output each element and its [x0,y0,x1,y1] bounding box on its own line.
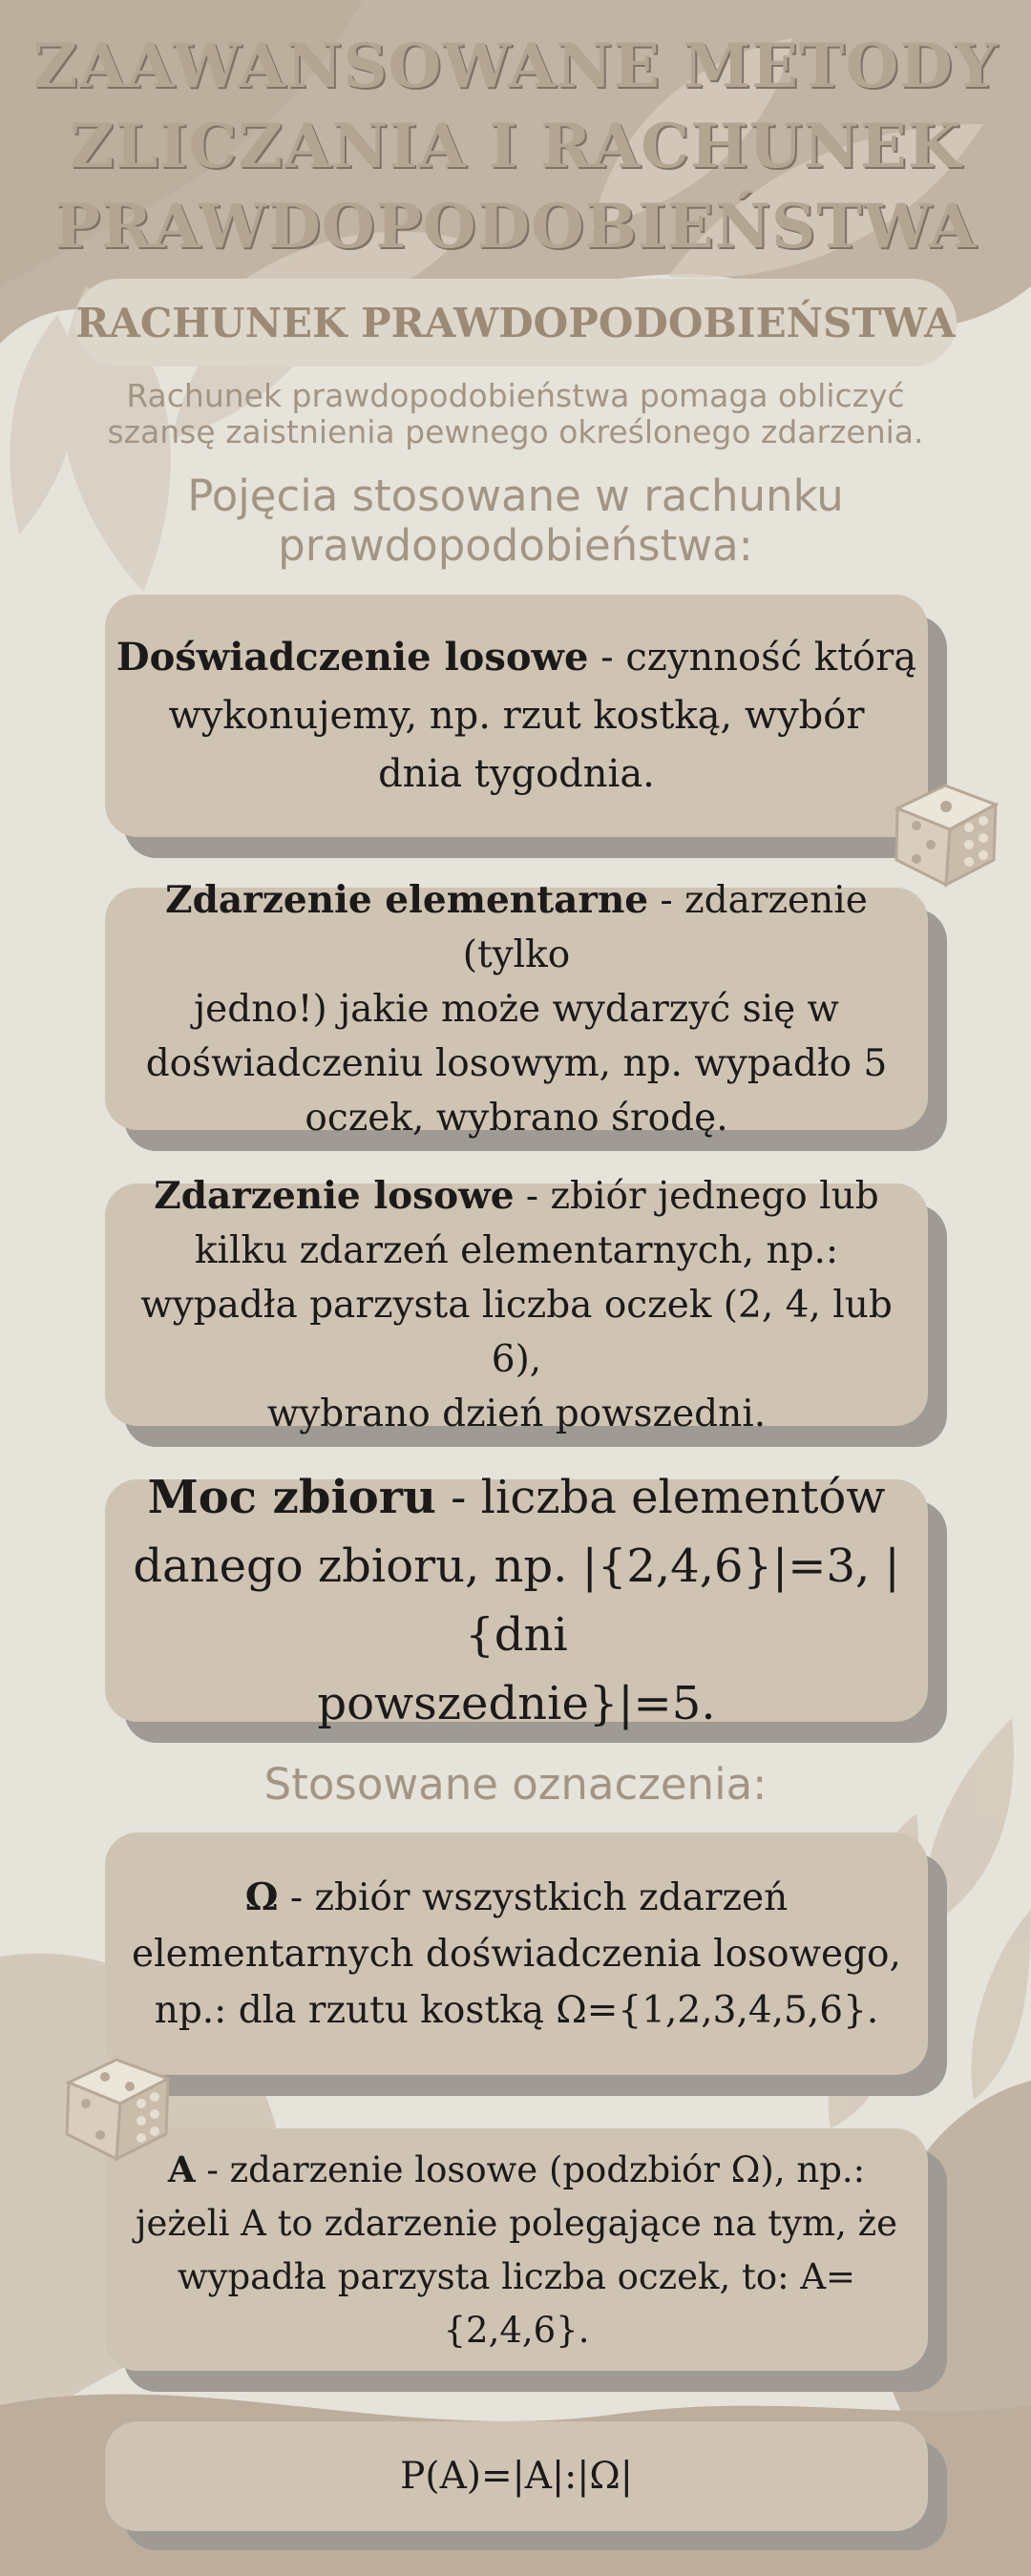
card-text: - czynność którą [588,636,917,680]
card-text: wypadła parzysta liczba oczek (2, 4, lub 6), [140,1283,893,1381]
dice-icon [883,768,1007,892]
card-text: danego zbioru, np. |{2,4,6}|=3, |{dni [133,1539,900,1662]
card-term: Moc zbioru [147,1471,436,1524]
notation-card-event-a [105,2128,928,2371]
page-title-line: PRAWDOPODOBIEŃSTWA [53,191,978,262]
card-text: kilku zdarzeń elementarnych, np.: [194,1228,839,1272]
card-text: - zbiór wszystkich zdarzeń [278,1875,789,1919]
card-text: jeżeli A to zdarzenie polegające na tym, że [136,2202,897,2244]
formula-text: P(A)=|A|:|Ω| [400,2454,633,2498]
page-title [19,27,1012,267]
notation-card-omega [105,1833,928,2075]
card-text: doświadczeniu losowym, np. wypadło 5 [145,1041,888,1085]
card-term: A [167,2147,196,2190]
concept-card-random-event [105,1173,928,1435]
card-text: - liczba elementów [435,1471,886,1524]
concept-card-elementary-event [105,877,928,1140]
card-text: - zdarzenie losowe (podzbiór Ω), np.: [195,2148,866,2190]
card-text: - zbiór jednego lub [514,1174,879,1218]
concept-card-set-cardinality [105,1471,928,1730]
dice-icon [57,2044,181,2168]
card-text: wykonujemy, np. rzut kostką, wybór [168,694,865,738]
card-term: Zdarzenie elementarne [165,877,649,922]
card-term: Zdarzenie losowe [154,1173,515,1218]
card-text: jedno!) jakie może wydarzyć się w [194,987,839,1031]
concepts-heading-line: Pojęcia stosowane w rachunku [187,471,844,521]
page-title-line: ZLICZANIA I RACHUNEK [69,111,962,182]
card-text: np.: dla rzutu kostką Ω={1,2,3,4,5,6}. [154,1988,879,2032]
card-text: wybrano dzień powszedni. [266,1392,767,1435]
intro-text [38,378,993,450]
section-title: RACHUNEK PRAWDOPODOBIEŃSTWA [75,299,956,346]
intro-line: Rachunek prawdopodobieństwa pomaga obliczyć [126,377,905,414]
formula-card [105,2421,928,2531]
section-title-pill [74,279,957,367]
notation-heading: Stosowane oznaczenia: [263,1759,768,1810]
concept-card-random-experiment [105,595,928,837]
card-text: oczek, wybrano środę. [305,1096,728,1140]
card-text: powszednie}|=5. [317,1677,716,1730]
concepts-heading [38,471,993,571]
intro-line: szansę zaistnienia pewnego określonego zdarzenia. [107,413,924,450]
card-text: wypadła parzysta liczba oczek, to: A={2,4,6}. [177,2255,856,2351]
concepts-heading-line: prawdopodobieństwa: [278,520,753,571]
card-text: dnia tygodnia. [378,752,655,796]
card-term: Doświadczenie losowe [116,635,589,680]
card-text: - zdarzenie (tylko [462,878,868,976]
card-term: Ω [244,1874,279,1919]
page-title-line: ZAAWANSOWANE METODY [32,31,999,102]
card-text: elementarnych doświadczenia losowego, [132,1932,901,1976]
